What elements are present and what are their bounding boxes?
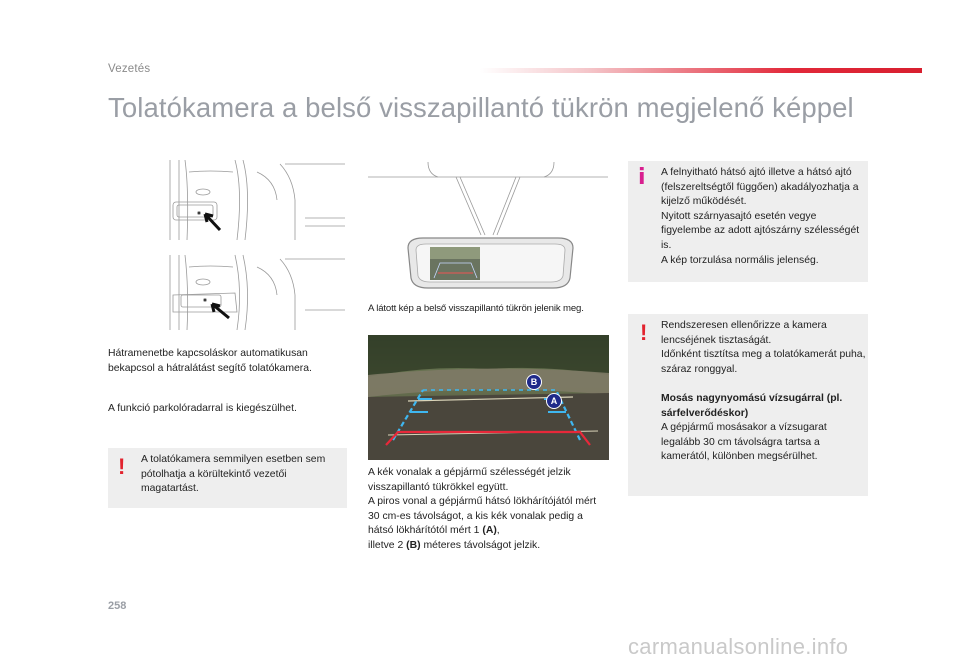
page-number: 258 xyxy=(108,600,127,612)
mirror-caption: A látott kép a belső visszapillantó tükrön jelenik meg. xyxy=(368,303,584,314)
info-distortion-text: A kép torzulása normális jelenség. xyxy=(661,254,819,266)
section-label: Vezetés xyxy=(108,63,151,75)
header-accent-bar xyxy=(480,68,922,73)
info-wing-door-text: Nyitott szárnyasajtó esetén vegye figyelembe az adott ajtószárny szélességét is. xyxy=(661,210,860,251)
distance-text-suffix: méteres távolságot jelzik. xyxy=(420,539,541,551)
info-icon: i xyxy=(638,165,646,190)
blue-lines-text: A kék vonalak a gépjármű szélességét jelzik visszapillantó tükrökkel együtt. xyxy=(368,467,571,493)
info-door-text: A felnyitható hátsó ajtó illetve a hátsó ajtó (felszereltségtől függően) akadályozhatja a kijelző működését. xyxy=(661,167,859,208)
driver-warning-box xyxy=(108,448,347,508)
parking-sensor-paragraph: A funkció parkolóradarral is kiegészülhet. xyxy=(108,403,297,414)
cloth-clean-text: Időnként tisztítsa meg a tolatókamerát puha, száraz ronggyal. xyxy=(661,349,866,375)
camera-view-image xyxy=(368,335,609,460)
warning-exclamation-icon: ! xyxy=(118,454,126,479)
pressure-wash-text: A gépjármű mosásakor a vízsugarat legalább 30 cm távolságra tartsa a kamerától, különben megsérülhet. xyxy=(661,422,827,463)
cleaning-warning-text xyxy=(661,319,866,465)
label-a-marker: A xyxy=(546,393,562,409)
watermark: carmanualsonline.info xyxy=(628,634,849,659)
label-b-ref: (B) xyxy=(406,539,421,551)
van-rear-door-illustration xyxy=(165,160,350,332)
lens-clean-text: Rendszeresen ellenőrizze a kamera lencséjének tisztaságát. xyxy=(661,320,827,346)
guide-lines-description xyxy=(368,466,608,554)
info-box xyxy=(628,161,868,282)
info-text xyxy=(661,166,861,268)
page-title: Tolatókamera a belső visszapillantó tükrön megjelenő képpel xyxy=(108,92,854,123)
driver-warning-text: A tolatókamera semmilyen esetben sem pótolhatja a körültekintő vezetői magatartást. xyxy=(141,454,326,495)
label-b-marker: B xyxy=(526,374,542,390)
warning-exclamation-icon: ! xyxy=(640,320,648,345)
pressure-wash-heading: Mosás nagynyomású vízsugárral (pl. sárfelverődéskor) xyxy=(661,392,843,419)
cleaning-warning-box xyxy=(628,314,868,496)
rearview-mirror-illustration xyxy=(368,160,608,295)
red-line-text: A piros vonal a gépjármű hátsó lökhárítójától mért 30 cm-es távolságot, a kis kék vonalak pedig a hátsó lökhárítótól mért 1 xyxy=(368,496,597,537)
comma: , xyxy=(496,525,500,537)
intro-paragraph: Hátramenetbe kapcsoláskor automatikusan bekapcsol a hátralátást segítő tolatókamera. xyxy=(108,348,312,374)
distance-text-prefix: illetve 2 xyxy=(368,539,407,551)
label-a-ref: (A) xyxy=(482,525,497,537)
